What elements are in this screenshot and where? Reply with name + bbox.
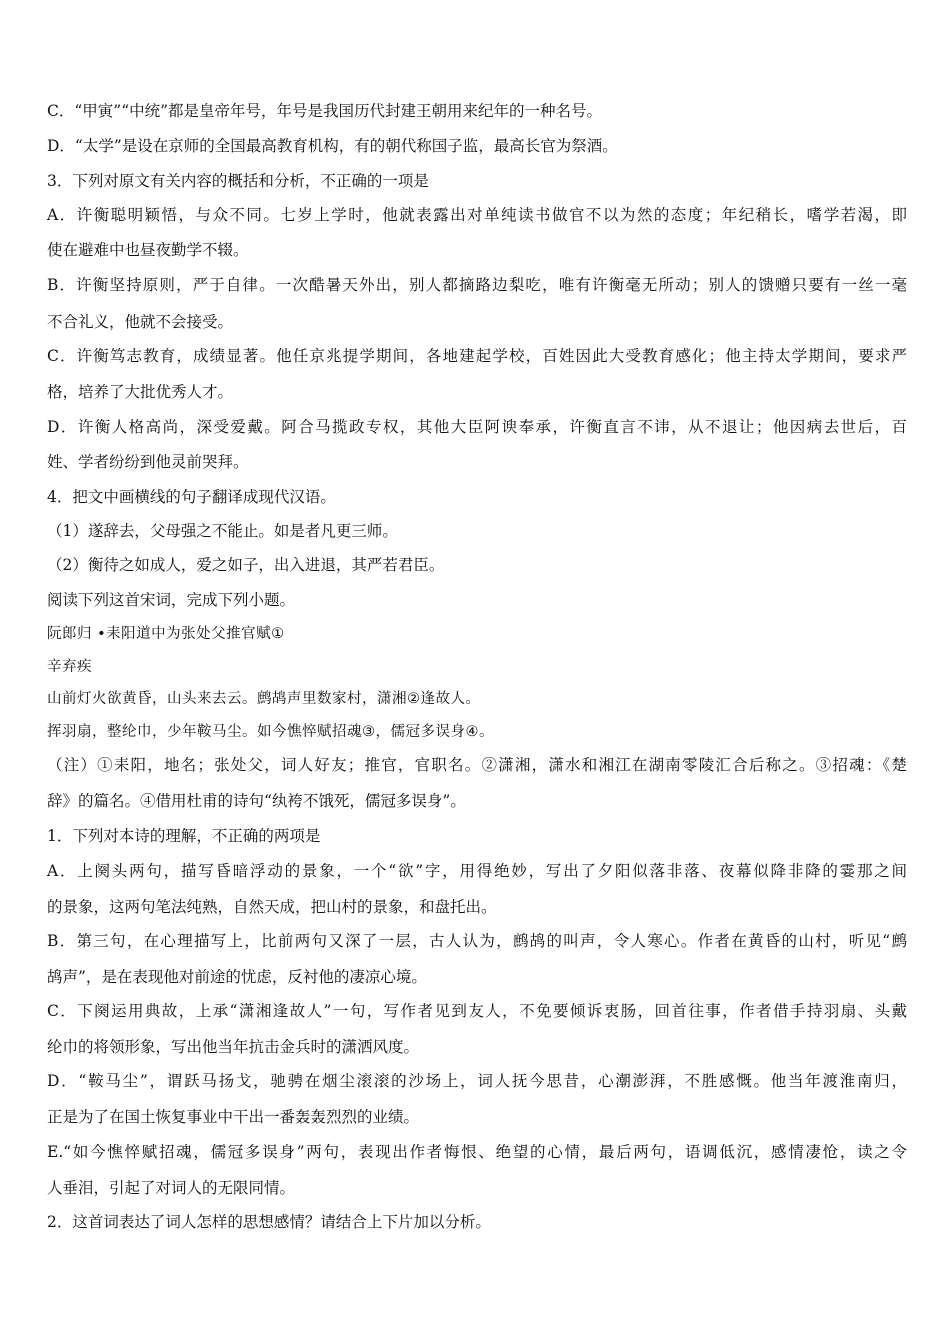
sq1-option-d-line1: D．“鞍马尘”，谓跃马扬戈，驰骋在烟尘滚滚的沙场上，词人抚今思昔，心潮澎湃，不胜感慨。他当年渡淮南归， — [47, 1072, 907, 1090]
subquestion-1-title: 1．下列对本诗的理解，不正确的两项是 — [47, 827, 321, 845]
sq1-option-a-line1: A．上阕头两句，描写昏暗浮动的景象，一个“欲”字，用得绝妙，写出了夕阳似落非落、夜幕似降非降的霎那之间 — [47, 862, 907, 880]
sq1-option-b-line2: 鸪声”，是在表现他对前途的忧虑，反衬他的凄凉心境。 — [47, 968, 427, 986]
sq1-option-e-line1: E.“如今憔悴赋招魂，儒冠多误身”两句，表现出作者悔恨、绝望的心情，最后两句，语调低沉，感情凄怆，读之令 — [47, 1143, 907, 1161]
notes-line2: 辞》的篇名。④借用杜甫的诗句“纨袴不饿死，儒冠多误身”。 — [47, 792, 466, 810]
sq1-option-d-line2: 正是为了在国土恢复事业中干出一番轰轰烈烈的业绩。 — [47, 1108, 420, 1126]
q4-sentence-2: （2）衡待之如成人，爱之如子，出入进退，其严若君臣。 — [47, 556, 445, 574]
q3-option-b-line1: B．许衡坚持原则，严于自律。一次酷暑天外出，别人都摘路边梨吃，唯有许衡毫无所动；别人的馈赠只要有一丝一毫 — [47, 276, 907, 294]
sq1-option-a-line2: 的景象，这两句笔法纯熟，自然天成，把山村的景象，和盘托出。 — [47, 898, 497, 916]
option-c-era-names: C．“甲寅”“中统”都是皇帝年号，年号是我国历代封建王朝用来纪年的一种名号。 — [47, 102, 603, 120]
q3-option-d-line2: 姓、学者纷纷到他灵前哭拜。 — [47, 453, 249, 471]
poem-stanza-1: 山前灯火欲黄昏，山头来去云。鹧鸪声里数家村，潇湘②逢故人。 — [47, 691, 481, 707]
question-4-title: 4．把文中画横线的句子翻译成现代汉语。 — [47, 488, 336, 506]
sq1-option-c-line1: C．下阕运用典故，上承“潇湘逢故人”一句，写作者见到友人，不免要倾诉衷肠，回首往事，作者借手持羽扇、头戴 — [47, 1002, 907, 1020]
option-d-taixue: D．“太学”是设在京师的全国最高教育机构，有的朝代称国子监，最高长官为祭酒。 — [47, 137, 618, 155]
sq1-option-c-line2: 纶巾的将领形象，写出他当年抗击金兵时的潇洒风度。 — [47, 1038, 420, 1056]
q3-option-c-line1: C．许衡笃志教育，成绩显著。他任京兆提学期间，各地建起学校，百姓因此大受教育感化；他主持太学期间，要求严 — [47, 347, 907, 365]
q3-option-a-line1: A．许衡聪明颖悟，与众不同。七岁上学时，他就表露出对单纯读书做官不以为然的态度；年纪稍长，嗜学若渴，即 — [47, 206, 907, 224]
sq1-option-e-line2: 人垂泪，引起了对词人的无限同情。 — [47, 1179, 296, 1197]
q3-option-c-line2: 格，培养了大批优秀人才。 — [47, 383, 234, 401]
poem-stanza-2: 挥羽扇，整纶巾，少年鞍马尘。如今憔悴赋招魂③，儒冠多误身④。 — [47, 724, 494, 740]
q3-option-a-line2: 使在避难中也昼夜勤学不辍。 — [47, 241, 249, 259]
question-3-title: 3．下列对原文有关内容的概括和分析，不正确的一项是 — [47, 172, 429, 190]
q3-option-d-line1: D．许衡人格高尚，深受爱戴。阿合马揽政专权，其他大臣阿谀奉承，许衡直言不讳，从不退让；他因病去世后，百 — [47, 418, 907, 436]
q3-option-b-line2: 不合礼义，他就不会接受。 — [47, 313, 234, 331]
reading-instruction: 阅读下列这首宋词，完成下列小题。 — [47, 591, 296, 609]
poem-title: 阮郎归 •耒阳道中为张处父推官赋① — [47, 626, 285, 642]
poem-author: 辛弃疾 — [47, 659, 92, 675]
subquestion-2-title: 2．这首词表达了词人怎样的思想感情？请结合上下片加以分析。 — [47, 1213, 491, 1231]
sq1-option-b-line1: B．第三句，在心理描写上，比前两句又深了一层，古人认为，鹧鸪的叫声，令人寒心。作者在黄昏的山村，听见“鹧 — [47, 932, 907, 950]
notes-line1: （注）①耒阳，地名；张处父，词人好友；推官，官职名。②潇湘，潇水和湘江在湖南零陵汇合后称之。③招魂：《楚 — [47, 756, 907, 774]
q4-sentence-1: （1）遂辞去，父母强之不能止。如是者凡更三师。 — [47, 522, 398, 540]
